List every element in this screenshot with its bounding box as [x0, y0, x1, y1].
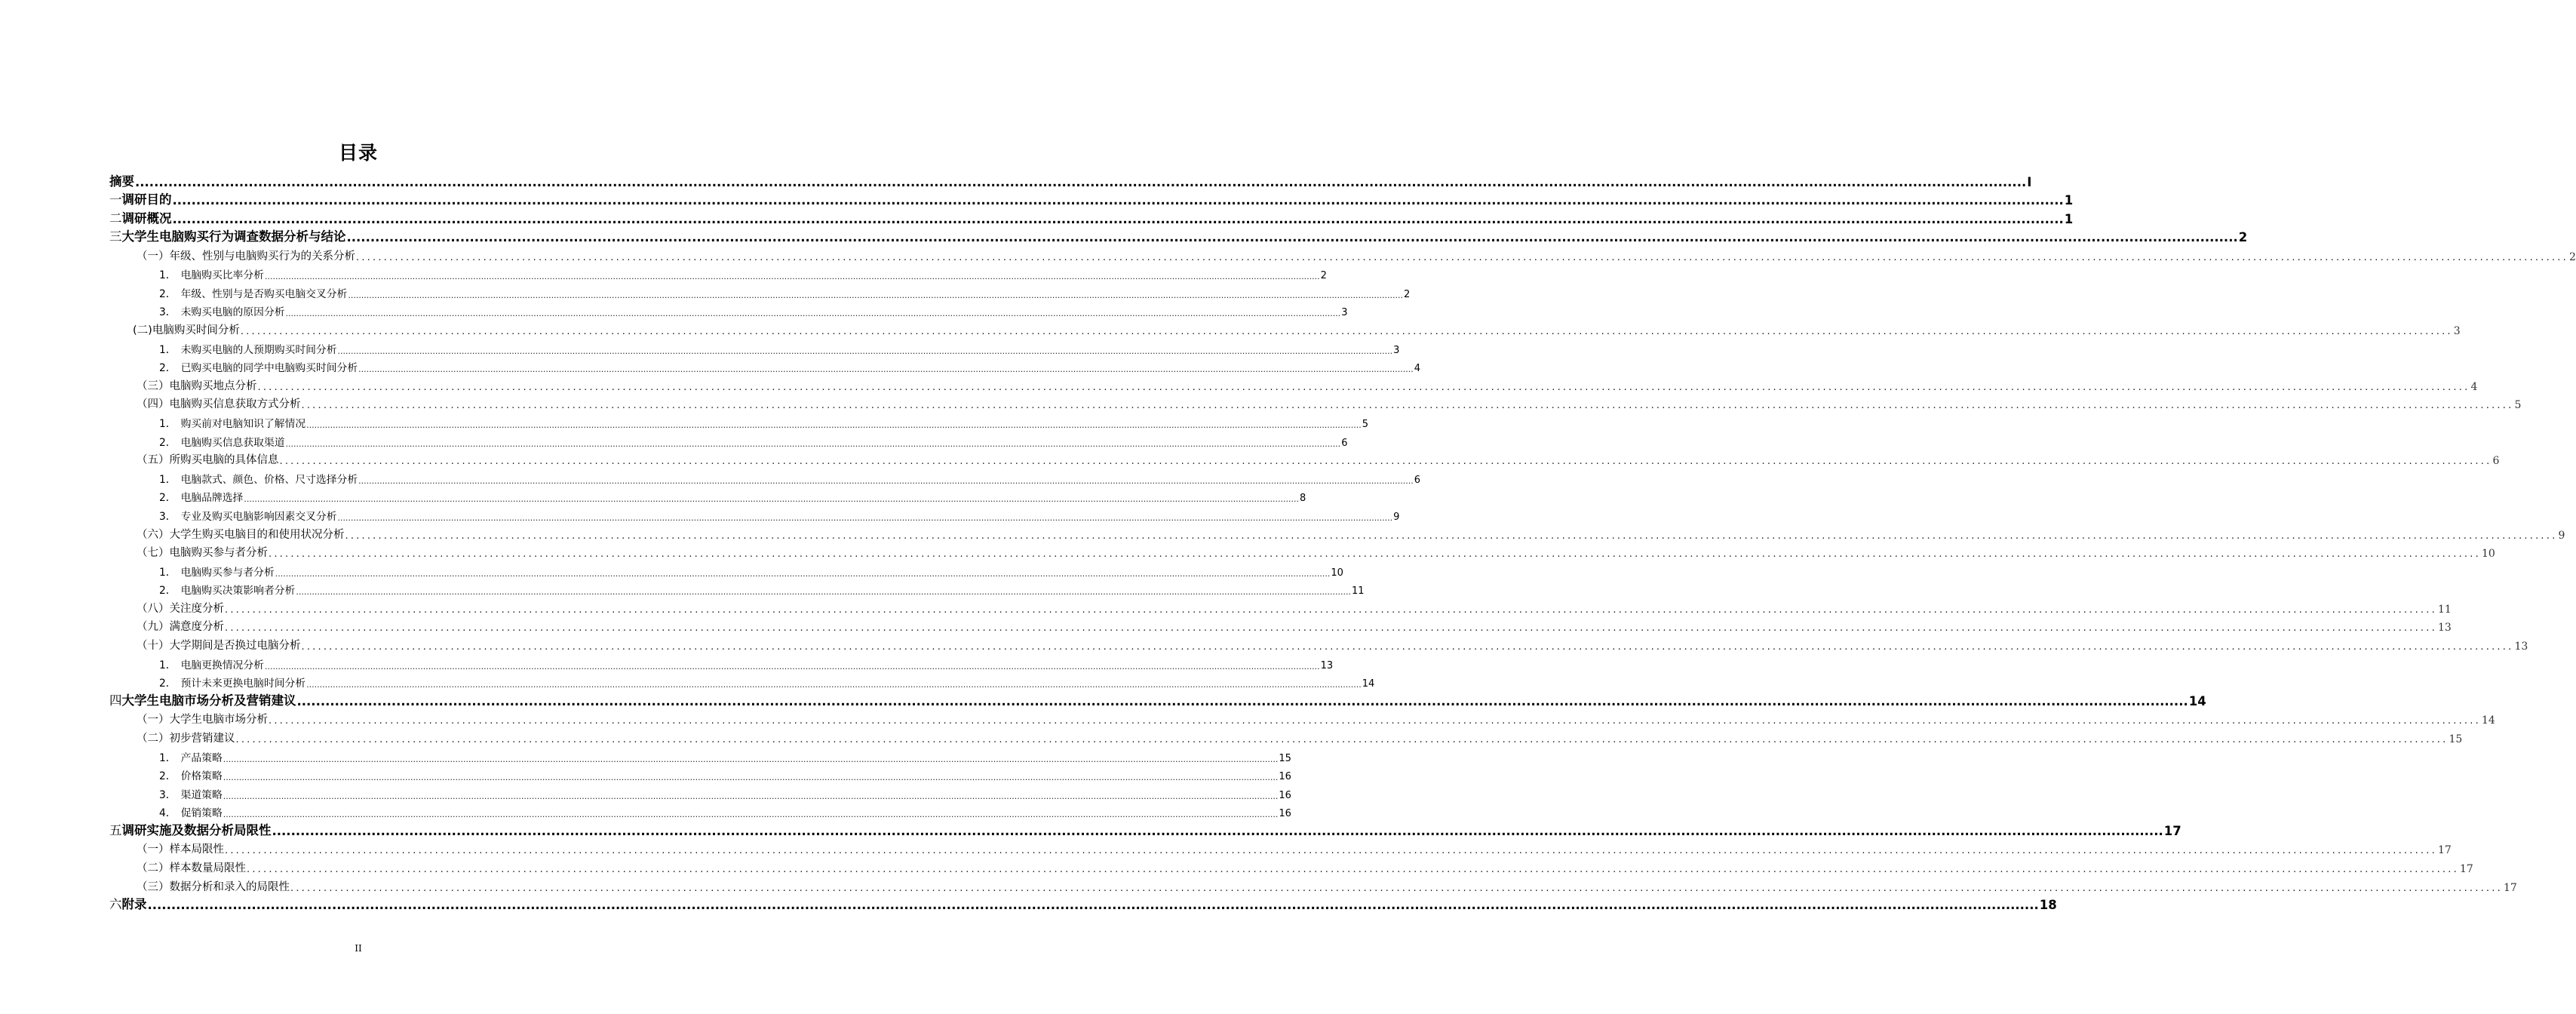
toc-entry-text: 电脑购买比率分析 [180, 269, 264, 282]
toc-entry-page: 17 [2459, 863, 2473, 875]
toc-entry-number: 1． [159, 659, 177, 671]
toc-entry-level-3[interactable] [109, 411, 1369, 430]
toc-entry-page: 17 [2163, 823, 2181, 838]
toc-entry-page: 14 [2481, 714, 2495, 727]
toc-entry-text: 调研目的 [121, 192, 172, 207]
toc-entry-level-1[interactable] [109, 207, 2074, 226]
toc-entry-text: 已购买电脑的同学中电脑购买时间分析 [180, 362, 358, 375]
toc-entry-number: 2． [159, 678, 177, 690]
toc-entry-level-3[interactable] [109, 300, 1348, 319]
toc-entry-page: 17 [2503, 881, 2517, 894]
toc-entry-text: （七）电脑购买参与者分析 [137, 547, 268, 560]
toc-entry-page: 4 [1414, 363, 1421, 375]
toc-entry-level-1[interactable] [109, 171, 2032, 189]
toc-entry-number: 一 [109, 192, 122, 207]
toc-entry-page: 6 [2492, 455, 2500, 468]
toc-entry-level-3[interactable] [109, 337, 1400, 356]
toc-entry-level-2[interactable] [109, 597, 2452, 616]
toc-entry-page: 2 [1320, 270, 1327, 282]
toc-entry-level-1[interactable] [109, 819, 2181, 838]
toc-entry-level-1[interactable] [109, 189, 2074, 208]
toc-entry-page: 10 [2481, 548, 2495, 561]
toc-entry-level-2[interactable] [109, 634, 2528, 653]
toc-entry-page: 16 [1279, 808, 1291, 820]
toc-entry-text: （一）样本局限性 [137, 843, 224, 856]
toc-entry-page: 3 [2453, 324, 2461, 337]
dot-leader: ................................................................................................................................................................................................................................................................................................................................................................................................................ [225, 622, 2437, 635]
toc-entry-text: （九）满意度分析 [137, 621, 224, 634]
toc-entry-number: 2． [159, 287, 177, 300]
dot-leader: ................................................................................................................................................................................................................................................................................................................................................................................................................ [296, 693, 2188, 708]
dot-leader: ................................................................................................................................................................................................................................................................................................................................................................................................................ [290, 882, 2503, 894]
dot-leader: ................................................................................................................................................................................................................................................................................................................................................................................................................ [337, 346, 1393, 356]
dot-leader: ................................................................................................................................................................................................................................................................................................................................................................................................................ [135, 174, 2027, 189]
toc-entry-page: 2 [1403, 288, 1411, 300]
toc-entry-level-2[interactable] [109, 616, 2452, 635]
toc-entry-level-2[interactable] [109, 708, 2495, 727]
toc-entry-page: 13 [1320, 659, 1334, 671]
toc-entry-page: 18 [2039, 898, 2057, 913]
toc-entry-page: 17 [2437, 844, 2452, 857]
toc-entry-text: (二)电脑购买时间分析 [133, 324, 240, 336]
dot-leader: ................................................................................................................................................................................................................................................................................................................................................................................................................ [356, 251, 2568, 263]
toc-entry-page: 3 [1393, 344, 1400, 356]
dot-leader: ................................................................................................................................................................................................................................................................................................................................................................................................................ [275, 568, 1331, 579]
toc-entry-text: 产品策略 [180, 751, 223, 764]
toc-entry-level-3[interactable] [109, 782, 1291, 801]
dot-leader: ................................................................................................................................................................................................................................................................................................................................................................................................................ [172, 193, 2064, 207]
toc-title: 目录 [338, 142, 378, 164]
toc-entry-number: 六 [109, 897, 122, 912]
dot-leader: ................................................................................................................................................................................................................................................................................................................................................................................................................ [346, 230, 2238, 244]
toc-entry-page: I [2027, 174, 2032, 189]
toc-entry-page: 10 [1331, 567, 1343, 579]
toc-entry-number: 二 [109, 210, 122, 226]
dot-leader: ................................................................................................................................................................................................................................................................................................................................................................................................................ [240, 325, 2453, 337]
toc-entry-level-3[interactable] [109, 579, 1365, 598]
dot-leader: ................................................................................................................................................................................................................................................................................................................................................................................................................ [301, 641, 2514, 653]
toc-entry-text: 电脑购买决策影响者分析 [180, 585, 296, 598]
toc-entry-text: （三）电脑购买地点分析 [137, 379, 257, 392]
toc-entry-text: 年级、性别与是否购买电脑交叉分析 [180, 287, 348, 300]
toc-entry-text: 购买前对电脑知识了解情况 [180, 417, 306, 430]
toc-entry-text: 价格策略 [180, 770, 223, 783]
toc-entry-level-2[interactable] [109, 523, 2565, 542]
dot-leader: ................................................................................................................................................................................................................................................................................................................................................................................................................ [147, 898, 2039, 913]
dot-leader: ................................................................................................................................................................................................................................................................................................................................................................................................................ [358, 364, 1414, 375]
dot-leader: ................................................................................................................................................................................................................................................................................................................................................................................................................ [257, 381, 2470, 393]
toc-entry-page: 13 [2514, 641, 2528, 653]
dot-leader: ................................................................................................................................................................................................................................................................................................................................................................................................................ [285, 309, 1341, 319]
dot-leader: ................................................................................................................................................................................................................................................................................................................................................................................................................ [301, 400, 2514, 412]
toc-entry-level-3[interactable] [109, 281, 1411, 300]
toc-entry-level-2[interactable] [109, 838, 2452, 857]
toc-entry-number: 3． [159, 510, 177, 523]
toc-entry-text: 调研实施及数据分析局限性 [121, 822, 272, 837]
toc-entry-level-1[interactable] [109, 226, 2248, 245]
toc-entry-level-1[interactable] [109, 894, 2057, 913]
toc-entry-page: 11 [2437, 603, 2452, 616]
toc-entry-level-3[interactable] [109, 504, 1400, 523]
page-number: II [355, 943, 362, 954]
toc-entry-page: 5 [2514, 399, 2522, 412]
toc-entry-page: 4 [2470, 380, 2478, 393]
toc-entry-text: 大学生电脑购买行为调查数据分析与结论 [121, 229, 346, 244]
toc-entry-text: （二）初步营销建议 [137, 732, 235, 745]
toc-entry-page: 1 [2064, 211, 2074, 226]
toc-entry-level-3[interactable] [109, 467, 1421, 486]
dot-leader: ................................................................................................................................................................................................................................................................................................................................................................................................................ [223, 773, 1279, 783]
toc-entry-text: 电脑款式、颜色、价格、尺寸选择分析 [180, 473, 358, 486]
toc-entry-level-2[interactable] [109, 727, 2463, 745]
toc-entry-number: 2． [159, 436, 177, 449]
toc-entry-text: （六）大学生购买电脑目的和使用状况分析 [137, 528, 345, 541]
dot-leader: ................................................................................................................................................................................................................................................................................................................................................................................................................ [172, 211, 2064, 226]
toc-entry-number: 1． [159, 751, 177, 764]
toc-entry-level-3[interactable] [109, 653, 1334, 671]
dot-leader: ................................................................................................................................................................................................................................................................................................................................................................................................................ [225, 845, 2437, 857]
dot-leader: ................................................................................................................................................................................................................................................................................................................................................................................................................ [306, 680, 1362, 690]
dot-leader: ................................................................................................................................................................................................................................................................................................................................................................................................................ [337, 512, 1393, 523]
toc-entry-page: 1 [2064, 193, 2074, 207]
toc-entry-number: 1． [159, 566, 177, 579]
toc-entry-level-2[interactable] [109, 856, 2473, 875]
toc-entry-text: （十）大学期间是否换过电脑分析 [137, 640, 301, 653]
toc-entry-number: 4． [159, 807, 177, 820]
toc-entry-number: 2． [159, 585, 177, 598]
toc-entry-level-2[interactable] [109, 542, 2495, 561]
toc-entry-level-1[interactable] [109, 690, 2206, 708]
toc-entry-level-3[interactable] [109, 801, 1291, 820]
toc-entry-number: 1． [159, 473, 177, 486]
toc-entry-level-3[interactable] [109, 560, 1343, 579]
toc-entry-number: 三 [109, 229, 122, 244]
toc-entry-text: （一）大学生电脑市场分析 [137, 714, 268, 727]
toc-entry-text: 预计未来更换电脑时间分析 [180, 678, 306, 690]
dot-leader: ................................................................................................................................................................................................................................................................................................................................................................................................................ [225, 604, 2437, 616]
toc-entry-number: 四 [109, 693, 122, 708]
toc-entry-text: （一）年级、性别与电脑购买行为的关系分析 [137, 250, 355, 263]
toc-entry-page: 9 [1393, 511, 1400, 523]
dot-leader: ................................................................................................................................................................................................................................................................................................................................................................................................................ [247, 864, 2459, 875]
toc-entry-level-2[interactable] [109, 244, 2576, 263]
toc-entry-text: 促销策略 [180, 807, 223, 820]
dot-leader: ................................................................................................................................................................................................................................................................................................................................................................................................................ [269, 715, 2481, 727]
toc-entry-level-3[interactable] [109, 486, 1306, 505]
toc-entry-page: 16 [1279, 789, 1291, 801]
toc-entry-level-2[interactable] [109, 318, 2461, 337]
toc-entry-page: 14 [2188, 693, 2206, 708]
toc-entry-level-2[interactable] [109, 875, 2517, 894]
dot-leader: ................................................................................................................................................................................................................................................................................................................................................................................................................ [223, 754, 1279, 764]
toc-entry-text: 专业及购买电脑影响因素交叉分析 [180, 510, 337, 523]
toc-entry-number: 2． [159, 492, 177, 505]
toc-entry-number: 1． [159, 269, 177, 282]
toc-entry-page: 15 [1279, 752, 1291, 764]
toc-entry-text: 渠道策略 [180, 788, 223, 801]
toc-entry-text: 电脑更换情况分析 [180, 659, 264, 671]
toc-entry-page: 13 [2437, 622, 2452, 635]
toc-entry-number: 3． [159, 306, 177, 319]
toc-entry-number: 1． [159, 343, 177, 356]
toc-entry-text: （二）样本数量局限性 [137, 862, 246, 874]
toc-entry-number: 3． [159, 788, 177, 801]
toc-entry-level-2[interactable] [109, 449, 2500, 468]
toc-entry-page: 14 [1362, 678, 1375, 690]
toc-entry-text: （三）数据分析和录入的局限性 [137, 880, 290, 893]
dot-leader: ................................................................................................................................................................................................................................................................................................................................................................................................................ [345, 530, 2558, 542]
toc-entry-number: 2． [159, 770, 177, 783]
dot-leader: ................................................................................................................................................................................................................................................................................................................................................................................................................ [358, 475, 1414, 486]
toc-entry-level-2[interactable] [109, 393, 2522, 412]
toc-entry-text: 未购买电脑的原因分析 [180, 306, 285, 319]
toc-entry-number: 1． [159, 417, 177, 430]
toc-entry-page: 2 [2238, 230, 2248, 244]
dot-leader: ................................................................................................................................................................................................................................................................................................................................................................................................................ [235, 733, 2449, 745]
dot-leader: ................................................................................................................................................................................................................................................................................................................................................................................................................ [223, 810, 1279, 820]
toc-entry-number: 2． [159, 362, 177, 375]
toc-entry-page: 6 [1341, 437, 1348, 449]
dot-leader: ................................................................................................................................................................................................................................................................................................................................................................................................................ [269, 548, 2481, 561]
toc-entry-text: 摘要 [109, 174, 134, 189]
toc-entry-page: 9 [2558, 529, 2565, 542]
dot-leader: ................................................................................................................................................................................................................................................................................................................................................................................................................ [244, 494, 1299, 505]
toc-entry-page: 15 [2449, 733, 2463, 745]
toc-entry-page: 3 [1341, 307, 1348, 319]
toc-entry-level-3[interactable] [109, 764, 1291, 783]
dot-leader: ................................................................................................................................................................................................................................................................................................................................................................................................................ [223, 791, 1279, 801]
dot-leader: ................................................................................................................................................................................................................................................................................................................................................................................................................ [296, 587, 1351, 598]
dot-leader: ................................................................................................................................................................................................................................................................................................................................................................................................................ [279, 456, 2492, 468]
toc-entry-page: 2 [2568, 250, 2576, 263]
toc-entry-text: 电脑购买信息获取渠道 [180, 436, 285, 449]
toc-entry-level-3[interactable] [109, 671, 1375, 690]
toc-entry-level-3[interactable] [109, 263, 1327, 282]
toc-entry-text: 电脑品牌选择 [180, 492, 244, 505]
dot-leader: ................................................................................................................................................................................................................................................................................................................................................................................................................ [285, 438, 1341, 449]
toc-entry-text: （四）电脑购买信息获取方式分析 [137, 398, 301, 411]
dot-leader: ................................................................................................................................................................................................................................................................................................................................................................................................................ [264, 272, 1320, 282]
table-of-contents [109, 171, 2576, 913]
toc-entry-level-3[interactable] [109, 356, 1421, 375]
dot-leader: ................................................................................................................................................................................................................................................................................................................................................................................................................ [272, 823, 2163, 838]
dot-leader: ................................................................................................................................................................................................................................................................................................................................................................................................................ [348, 290, 1403, 300]
toc-entry-page: 5 [1362, 418, 1369, 430]
toc-entry-text: （八）关注度分析 [137, 602, 224, 615]
toc-entry-page: 16 [1279, 771, 1291, 783]
toc-entry-level-3[interactable] [109, 745, 1291, 764]
toc-entry-text: 大学生电脑市场分析及营销建议 [121, 693, 296, 708]
toc-entry-text: 附录 [121, 897, 147, 912]
toc-entry-page: 8 [1300, 493, 1306, 505]
toc-entry-number: 五 [109, 822, 122, 837]
toc-entry-text: 电脑购买参与者分析 [180, 566, 275, 579]
toc-entry-text: 未购买电脑的人预期购买时间分析 [180, 343, 337, 356]
toc-entry-page: 11 [1351, 585, 1365, 598]
dot-leader: ................................................................................................................................................................................................................................................................................................................................................................................................................ [306, 419, 1362, 430]
toc-entry-page: 6 [1414, 474, 1421, 486]
toc-entry-level-2[interactable] [109, 374, 2478, 393]
toc-entry-text: 调研概况 [121, 210, 172, 226]
toc-entry-text: （五）所购买电脑的具体信息 [137, 454, 279, 467]
dot-leader: ................................................................................................................................................................................................................................................................................................................................................................................................................ [264, 661, 1320, 671]
toc-entry-level-3[interactable] [109, 430, 1348, 449]
